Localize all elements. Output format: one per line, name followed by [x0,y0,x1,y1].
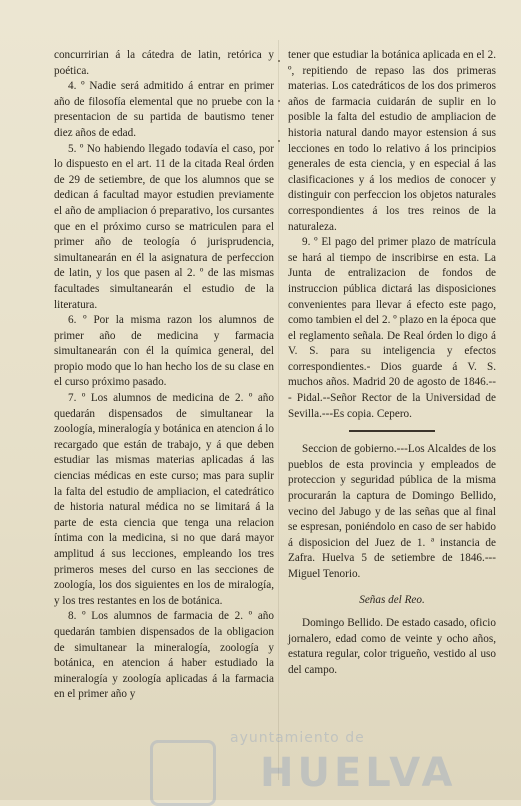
signs-heading: Señas del Reo. [359,593,425,606]
paragraph-6: 6. º Por la misma razon los alumnos de primer año de medicina y farmacia simultanearán con él la química general, del propio modo que lo han hecho los de su clase en el curso próximo pasado. [54,314,274,389]
binding-dot [278,100,280,102]
city-emblem-icon [150,740,216,806]
watermark-small-text: ayuntamiento de [230,730,365,746]
left-column [54,48,274,703]
paragraph-8-continuation: tener que estudiar la botánica aplicada en el 2. º, repitiendo de repaso las dos primeras materias. Los catedráticos de los dos primeros años de farmacia cuidarán de suplir en lo posible la falta del estudio de ampliacion de historia natural dando mayor estension á sus lecciones en todo lo relativo á los principios generales de esta ciencia, y en especial á las clasificaciones y á los medios de conocer y distinguir con perfeccion los objetos naturales correspondientes á los tres reinos de la naturaleza. [288,49,496,233]
binding-dot [278,140,280,142]
watermark-big-text: HUELVA [260,750,457,796]
binding-dot [278,60,280,62]
capture-notice: Seccion de gobierno.---Los Alcaldes de los pueblos de esta provincia y empleados de proteccion y seguridad pública de la misma procurarán la captura de Domingo Bellido, vecino del Jabugo y de las señas que al final se espresan, poniéndolo en caso de ser habido á disposicion del Juez de 1. ª instancia de Zafra. Huelva 5 de setiembre de 1846.---Miguel Tenorio. [288,443,496,580]
section-divider [349,430,435,432]
paragraph-5: 5. º No habiendo llegado todavía el caso, por lo dispuesto en el art. 11 de la citada Real órden de 29 de setiembre, de que los alumnos que se dedican á facultad mayor estudien previamente el año de ampliacion ó preparativo, los cursantes que en el próximo curso se matriculen para el primer año de teología ó jurisprudencia, simultanearán en él la asignatura de perfeccion de latin, y los que pasen al 2. º de las mismas facultades simultanearán el estudio de la literatura. [54,142,274,311]
archive-watermark [120,730,520,800]
right-column [288,48,496,679]
paragraph-9: 9. º El pago del primer plazo de matrícula se hará al tiempo de inscribirse en esta. La Junta de entralizacion de fondos de instruccion pública dictará las disposiciones convenientes para llevar á efecto este pago, como tambien el del 2. º plazo en la época que el reglamento señala. De Real órden lo digo á V. S. para su inteligencia y efectos correspondientes.- Dios guarde á V. S. muchos años. Madrid 20 de agosto de 1846.--- Pidal.--Señor Rector de la Universidad de Sevilla.---Es copia. Cepero. [288,236,496,420]
paragraph-7: 7. º Los alumnos de medicina de 2. º año quedarán dispensados de simultanear la zoología, mineralogía y botánica en atencion á lo recargado que están de trabajo, y á que deben estudiar las mismas materias aplicadas á las ciencias médicas en este curso; mas para suplir la falta del estudio de ampliacion, el catedrático de historia natural médica no se limitará á la parte de esta ciencia que tenga una relacion íntima con la medicina, si no que dará mayor amplitud á sus lecciones, empleando los tres primeros meses del curso en las secciones de zoología, los dos siguientes en los de miralogía, y los tres restantes en los de botánica. [54,392,274,607]
paragraph-4: 4. º Nadie será admitido á entrar en primer año de filosofía elemental que no pruebe con la presentacion de su partida de bautismo tener diez años de edad. [54,80,274,139]
suspect-description: Domingo Bellido. De estado casado, oficio jornalero, edad como de veinte y ocho años, estatura regular, color trigueño, vestido al uso del campo. [288,617,496,676]
paragraph-continuation: concurririan á la cátedra de latin, retórica y poética. [54,49,274,77]
binding-marks [276,60,282,180]
paragraph-8: 8. º Los alumnos de farmacia de 2. º año quedarán tambien dispensados de la obligacion de simultanear la mineralogía, zoología y botánica, en atencion á haber estudiado la mineralogía y zoología aplicadas á la farmacia en el primer año y [54,610,274,701]
